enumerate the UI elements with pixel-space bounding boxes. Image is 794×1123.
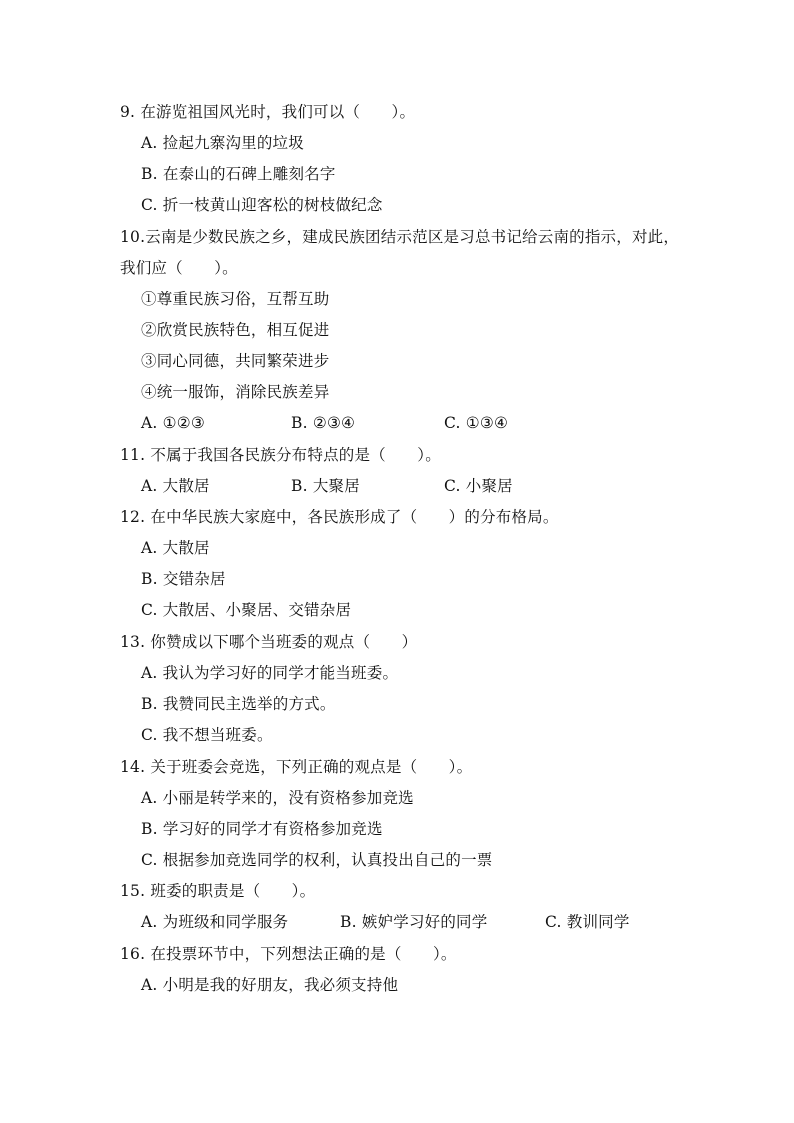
question-16-stem: 16. 在投票环节中，下列想法正确的是（ ）。 <box>120 945 457 963</box>
question-14-option-c: C. 根据参加竞选同学的权利，认真投出自己的一票 <box>141 851 493 869</box>
question-12-option-c: C. 大散居、小聚居、交错杂居 <box>141 601 352 619</box>
question-10-option-a: A. ①②③ <box>141 414 205 432</box>
question-9-option-a: A. 捡起九寨沟里的垃圾 <box>141 134 304 152</box>
question-13-option-b: B. 我赞同民主选举的方式。 <box>141 695 336 713</box>
question-10-statement-2: ②欣赏民族特色，相互促进 <box>141 321 330 339</box>
question-9-option-c: C. 折一枝黄山迎客松的树枝做纪念 <box>141 196 383 214</box>
question-12-option-a: A. 大散居 <box>141 539 210 557</box>
question-9-option-b: B. 在泰山的石碑上雕刻名字 <box>141 165 336 183</box>
question-15-option-c: C. 教训同学 <box>545 913 630 931</box>
question-11-option-c: C. 小聚居 <box>444 477 513 495</box>
question-16-option-a: A. 小明是我的好朋友，我必须支持他 <box>141 976 399 994</box>
question-11-option-a: A. 大散居 <box>141 477 210 495</box>
question-10-option-c: C. ①③④ <box>444 414 509 432</box>
question-13-option-c: C. 我不想当班委。 <box>141 726 273 744</box>
question-12-option-b: B. 交错杂居 <box>141 570 226 588</box>
question-13-stem: 13. 你赞成以下哪个当班委的观点（ ） <box>120 633 418 651</box>
question-15-stem: 15. 班委的职责是（ ）。 <box>120 882 316 900</box>
question-10-statement-3: ③同心同德，共同繁荣进步 <box>141 352 330 370</box>
question-11-option-b: B. 大聚居 <box>291 477 360 495</box>
question-11-stem: 11. 不属于我国各民族分布特点的是（ ）。 <box>120 446 441 464</box>
question-12-stem: 12. 在中华民族大家庭中，各民族形成了（ ）的分布格局。 <box>120 508 559 526</box>
question-15-option-b: B. 嫉妒学习好的同学 <box>340 913 488 931</box>
question-14-option-b: B. 学习好的同学才有资格参加竞选 <box>141 820 383 838</box>
question-10-statement-1: ①尊重民族习俗，互帮互助 <box>141 290 330 308</box>
question-14-option-a: A. 小丽是转学来的，没有资格参加竞选 <box>141 789 414 807</box>
question-9-stem: 9. 在游览祖国风光时，我们可以（ ）。 <box>120 103 416 121</box>
question-13-option-a: A. 我认为学习好的同学才能当班委。 <box>141 664 399 682</box>
question-15-option-a: A. 为班级和同学服务 <box>141 913 289 931</box>
question-14-stem: 14. 关于班委会竞选，下列正确的观点是（ ）。 <box>120 758 473 776</box>
question-10-stem-line-1: 10.云南是少数民族之乡，建成民族团结示范区是习总书记给云南的指示，对此， <box>120 228 680 246</box>
question-10-option-b: B. ②③④ <box>291 414 356 432</box>
question-10-statement-4: ④统一服饰，消除民族差异 <box>141 383 330 401</box>
question-10-stem-line-2: 我们应（ ）。 <box>120 259 238 277</box>
